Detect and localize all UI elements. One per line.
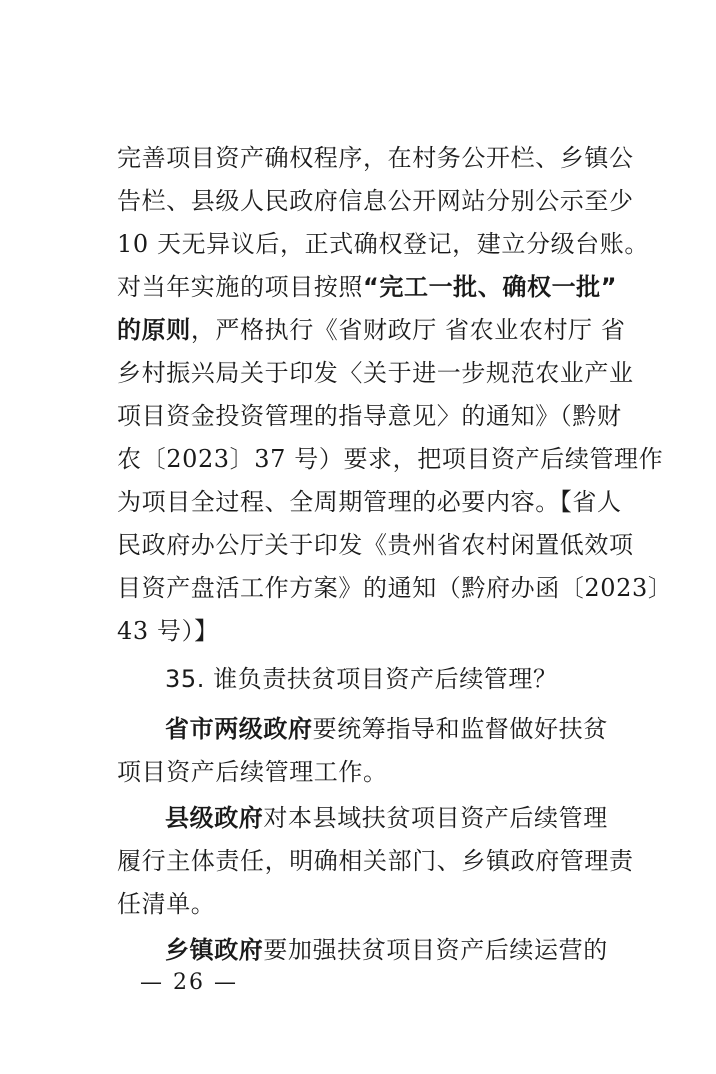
paragraph-line: 为项目全过程、全周期管理的必要内容。【省人 [117,488,622,516]
paragraph-text: ，严格执行《省财政厅 省农业农村厅 省 [190,316,626,344]
paragraph-line: 项目资金投资管理的指导意见〉的通知》（黔财 [117,402,622,430]
emphasis-text: “完工一批、确权一批” [363,273,618,301]
answer-text: 要加强扶贫项目资产后续运营的 [263,936,608,964]
paragraph-line: 农〔2023〕37 号）要求，把项目资产后续管理作 [117,445,664,473]
answer-line [165,801,617,835]
paragraph-line: 民政府办公厅关于印发《贵州省农村闲置低效项 [117,531,634,559]
paragraph-line [117,270,617,304]
question-heading: 35. 谁负责扶贫项目资产后续管理？ [165,665,558,693]
answer-lead: 乡镇政府 [165,936,264,964]
emphasis-text: 的原则 [117,316,191,344]
paragraph-text: 对当年实施的项目按照 [117,273,363,301]
answer-line [165,712,617,746]
paragraph-line: 完善项目资产确权程序，在村务公开栏、乡镇公 [117,144,634,172]
answer-text: 要统筹指导和监督做好扶贫 [312,715,608,743]
answer-line: 项目资产后续管理工作。 [117,758,388,786]
answer-line [165,933,617,967]
answer-lead: 县级政府 [165,804,264,832]
answer-line: 任清单。 [117,890,216,918]
answer-text: 对本县域扶贫项目资产后续管理 [263,804,608,832]
paragraph-line [117,313,626,347]
answer-lead: 省市两级政府 [165,715,313,743]
paragraph-line: 目资产盘活工作方案》的通知（黔府办函〔2023〕 [117,574,673,602]
paragraph-line: 43 号）】 [117,617,219,645]
paragraph-line: 告栏、县级人民政府信息公开网站分别公示至少 [117,187,634,215]
paragraph-line: 10 天无异议后，正式确权登记，建立分级台账。 [117,230,649,258]
page-number: — 26 — [140,970,238,995]
answer-line: 履行主体责任，明确相关部门、乡镇政府管理责 [117,847,634,875]
paragraph-line: 乡村振兴局关于印发〈关于进一步规范农业产业 [117,359,634,387]
